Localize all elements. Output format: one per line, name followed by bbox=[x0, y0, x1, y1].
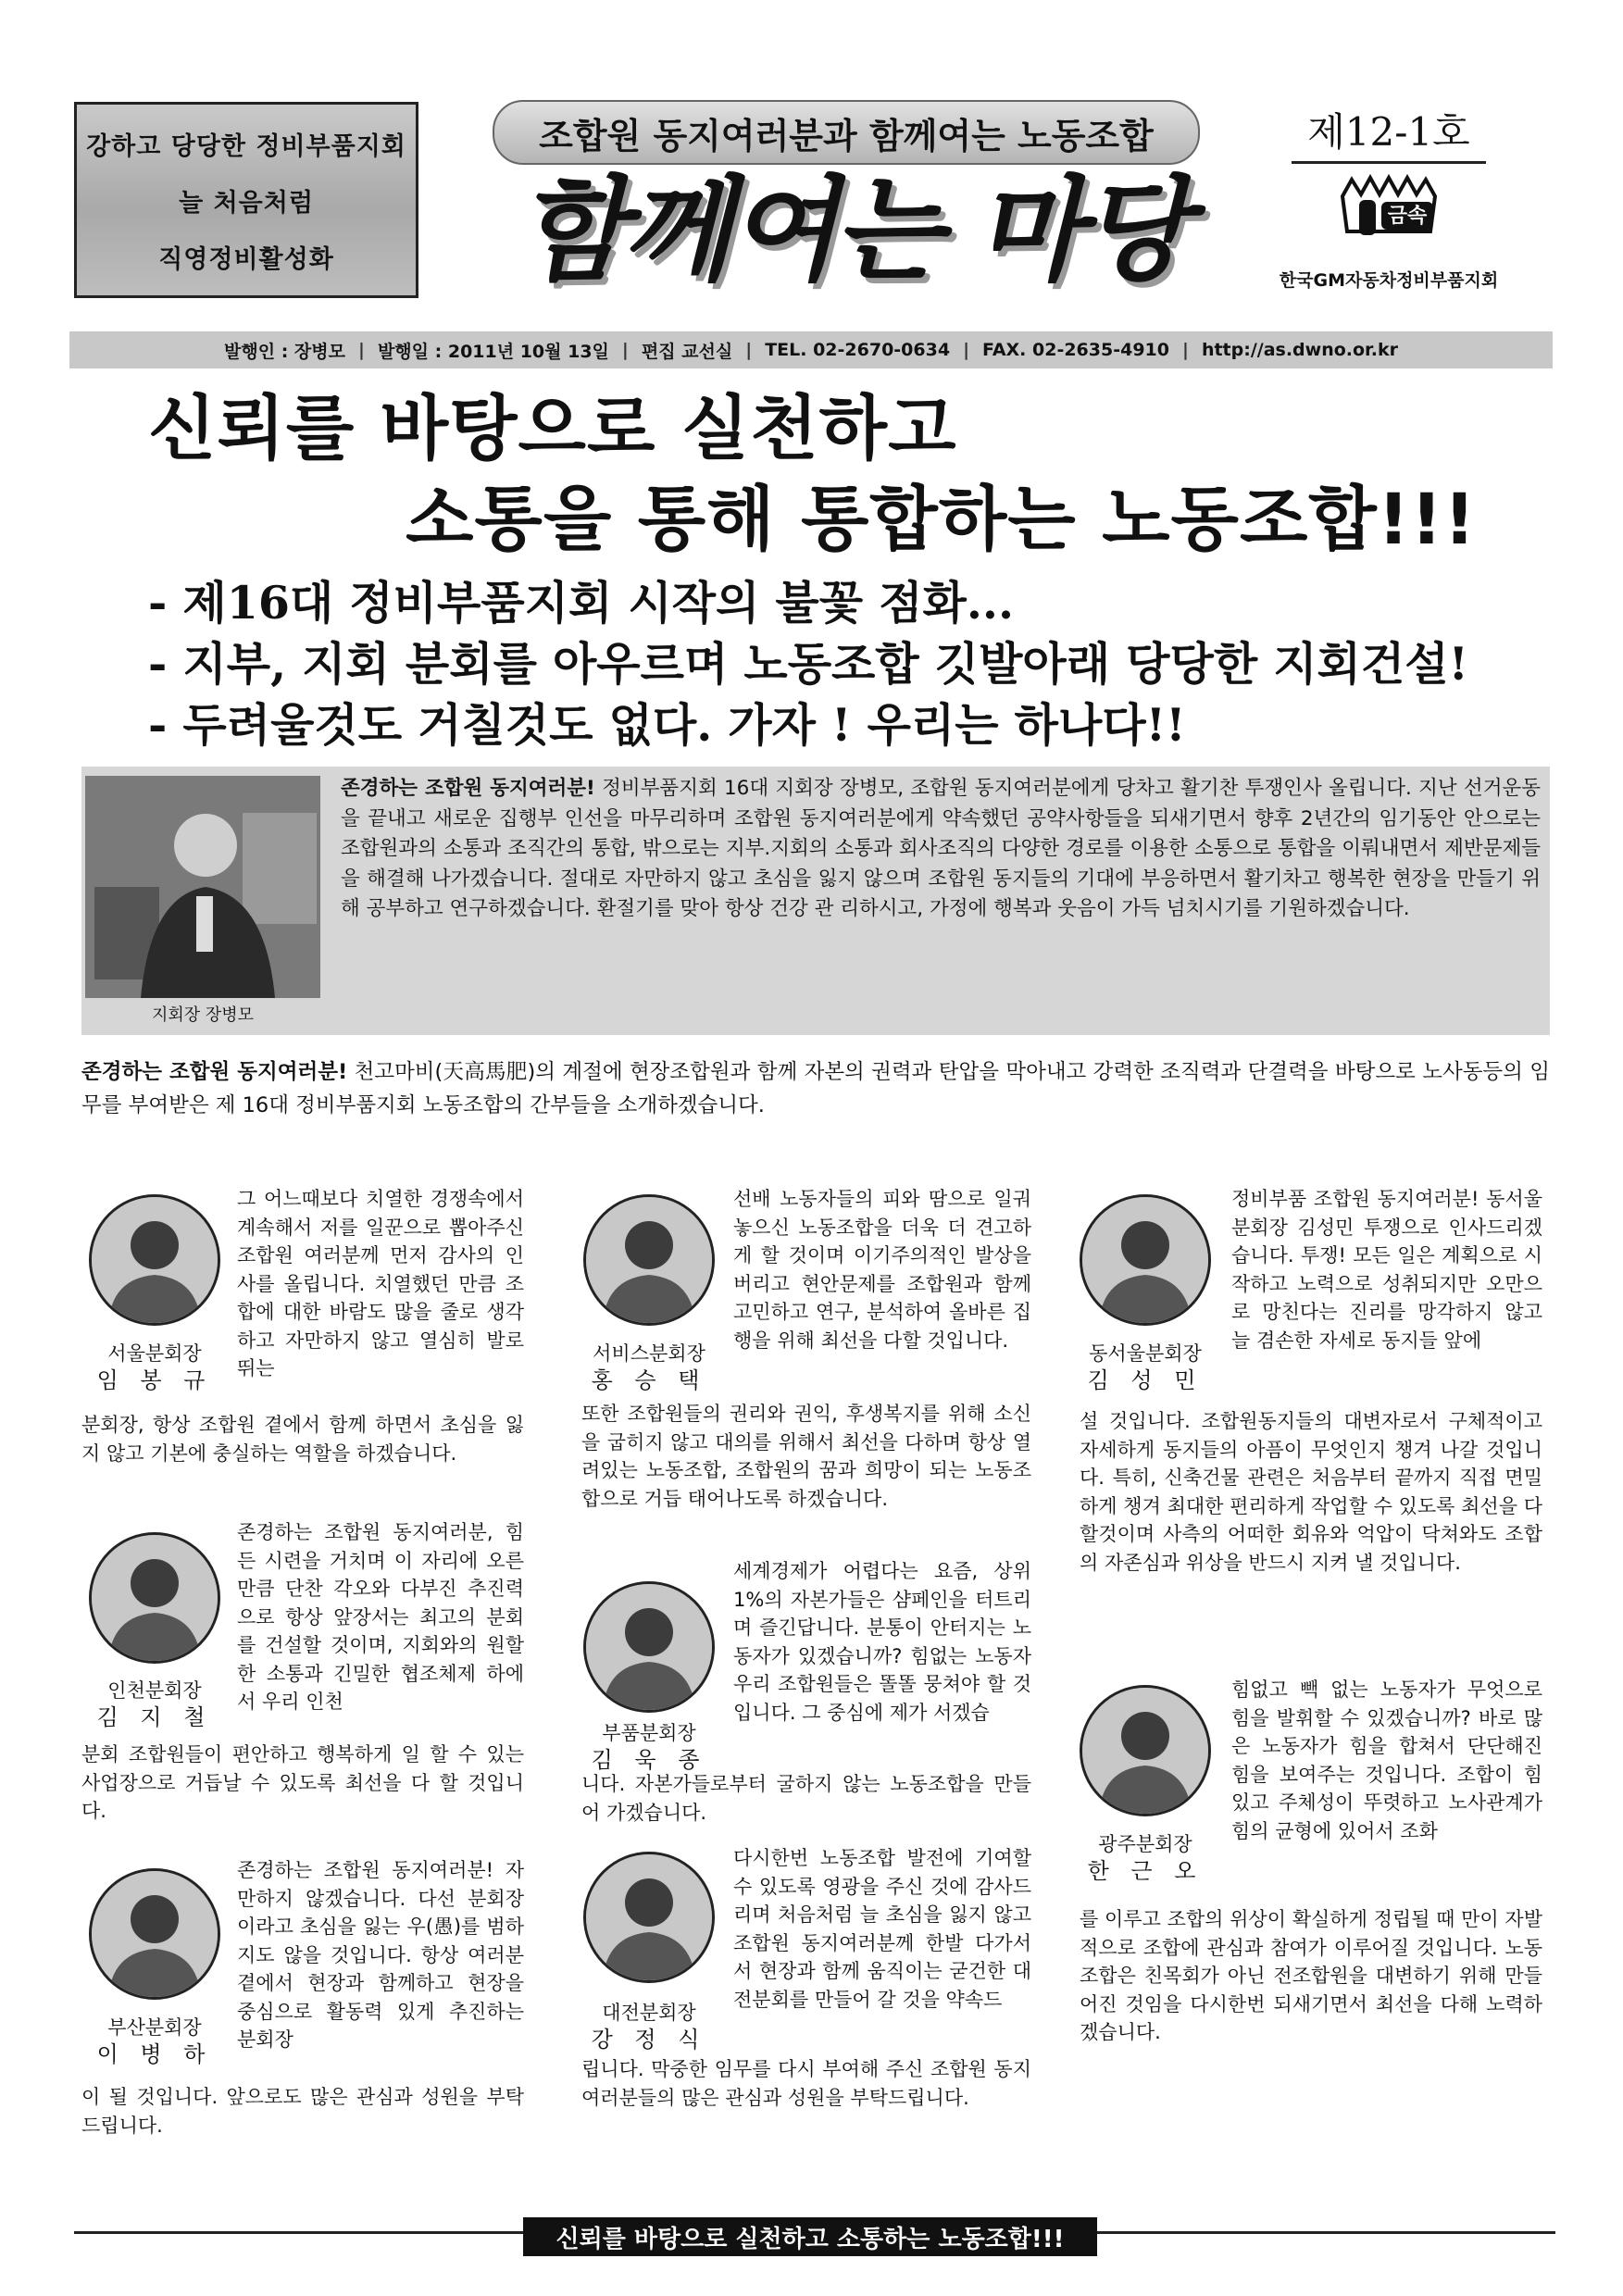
leader-text-cont: 를 이루고 조합의 위상이 확실하게 정립될 때 만이 자발적으로 조합에 관심과 참여가 이루어질 것입니다. 노동조합은 친목회가 아닌 전조합원을 대변하기 위해 만들어진 것임을 다시한번 되새기면서 최선을 다해 노력하겠습니다. bbox=[1080, 1908, 1542, 2043]
tel: TEL. 02-2670-0634 bbox=[765, 340, 951, 360]
leader-text-cont: 또한 조합원들의 권리와 권익, 후생복지를 위해 소신을 굽히지 않고 대의를 위해서 최선을 다하며 항상 열려있는 노동조합, 조합원의 꿈과 희망이 되는 노동조합으로 거듭 태어나도록 하겠습니다. bbox=[581, 1403, 1031, 1510]
president-caption: 지회장 장병모 bbox=[151, 1005, 255, 1025]
intro-lead: 존경하는 조합원 동지여러분! bbox=[341, 777, 595, 800]
leader-name: 김 지 철 bbox=[96, 1704, 213, 1730]
leader-text: 정비부품 조합원 동지여러분! 동서울분회장 김성민 투쟁으로 인사드리겠습니다. 투쟁! 모든 일은 계획으로 시작하고 노력으로 성취되지만 오만으로 망친다는 진리를 망각하지 않고 늘 겸손한 자세로 동지들 앞에 bbox=[1231, 1188, 1542, 1352]
leader-role: 부품분회장 bbox=[602, 1722, 696, 1744]
subheadline-2: - 지부, 지회 분회를 아우르며 노동조합 깃발아래 당당한 지회건설! bbox=[148, 637, 1469, 691]
leader-role: 서비스분회장 bbox=[593, 1342, 705, 1365]
leader-text: 그 어느때보다 치열한 경쟁속에서 계속해서 저를 일꾼으로 뽑아주신 조합원 여러분께 먼저 감사의 인사를 올립니다. 치열했던 만큼 조합에 대한 바람도 많을 줄로 생각하고 자만하지 않고 열심히 발로 뛰는 bbox=[237, 1188, 524, 1379]
masthead-title: 함께여는 마당 bbox=[518, 165, 1186, 296]
motto-line-2: 늘 처음처럼 bbox=[179, 188, 314, 218]
publication-info-bar: 발행인 : 장병모 | 발행일 : 2011년 10월 13일 | 편집 교선실 | TEL. 02-2670-0634 | FAX. 02-2635-4910 | http://as.dwno.or.kr bbox=[69, 331, 1553, 368]
motto-box bbox=[74, 102, 418, 298]
leader-text: 세계경제가 어렵다는 요즘, 상위 1%의 자본가들은 샴페인을 터트리며 즐긴답니다. 분통이 안터지는 노동자가 있겠습니까? 힘없는 노동자 우리 조합원들은 똘똘 뭉쳐야 할 것입니다. 그 중심에 제가 서겠습 bbox=[733, 1560, 1031, 1724]
motto-line-1: 강하고 당당한 정비부품지회 bbox=[86, 131, 406, 161]
leader-name: 김 성 민 bbox=[1087, 1367, 1204, 1393]
leader-role: 동서울분회장 bbox=[1089, 1342, 1202, 1365]
union-logo-icon bbox=[1333, 159, 1444, 252]
headline-line-1: 신뢰를 바탕으로 실천하고 bbox=[148, 387, 957, 469]
avatar bbox=[583, 1852, 715, 1983]
motto-line-3: 직영정비활성화 bbox=[158, 244, 334, 274]
leader-text-cont: 설 것입니다. 조합원동지들의 대변자로서 구체적이고 자세하게 동지들의 아픔이 무엇인지 챙겨 나갈 것입니다. 특히, 신축건물 관련은 처음부터 끝까지 직접 면밀하게 챙겨 최대한 편리하게 작업할 수 있도록 최선을 다할것이며 사측의 어떠한 회유와 억압이 닥쳐와도 조합의 자존심과 위상을 반드시 지켜 낼 것입니다. bbox=[1080, 1410, 1542, 1574]
leader-role: 대전분회장 bbox=[602, 2002, 696, 2024]
organization-name: 한국GM자동차정비부품지회 bbox=[1279, 270, 1499, 291]
avatar bbox=[1080, 1194, 1211, 1326]
greeting-body: 천고마비(天高馬肥)의 계절에 현장조합원과 함께 자본의 권력과 탄압을 막아내고 강력한 조직력과 단결력을 바탕으로 노사동등의 임무를 부여받은 제 16대 정비부품지회 노동조합의 간부들을 소개하겠습니다. bbox=[81, 1060, 1551, 1117]
leader-text: 존경하는 조합원 동지여러분, 힘든 시련을 거치며 이 자리에 오른 만큼 단찬 각오와 다부진 추진력으로 항상 앞장서는 최고의 분회를 건설할 것이며, 지회와의 원할한 소통과 긴밀한 협조체제 하에서 우리 인천 bbox=[237, 1521, 524, 1713]
leader-name: 이 병 하 bbox=[96, 2041, 213, 2067]
greeting-paragraph bbox=[81, 1055, 1550, 1122]
leader-role: 부산분회장 bbox=[107, 2016, 202, 2039]
leader-name: 임 봉 규 bbox=[96, 1367, 213, 1393]
leader-text: 힘없고 빽 없는 노동자가 무엇으로 힘을 발휘할 수 있겠습니까? 바로 많은 노동자가 힘을 합쳐서 단단해진 힘을 보여주는 것입니다. 조합이 힘 있고 주체성이 뚜렷하고 노사관계가 힘의 균형에 있어서 조화 bbox=[1231, 1678, 1542, 1842]
leader-role: 서울분회장 bbox=[107, 1342, 202, 1365]
editor: 편집 교선실 bbox=[641, 341, 733, 362]
publish-date: 발행일 : 2011년 10월 13일 bbox=[377, 341, 609, 362]
avatar bbox=[1080, 1685, 1211, 1816]
leader-text-cont: 분회장, 항상 조합원 곁에서 함께 하면서 초심을 잃지 않고 기본에 충실하는 역할을 하겠습니다. bbox=[81, 1414, 524, 1465]
leader-text-cont: 이 될 것입니다. 앞으로도 많은 관심과 성원을 부탁드립니다. bbox=[81, 2086, 524, 2137]
leader-name: 강 정 식 bbox=[591, 2027, 707, 2053]
leader-text-cont: 립니다. 막중한 임무를 다시 부여해 주신 조합원 동지여러분들의 많은 관심과 성원을 부탁드립니다. bbox=[581, 2058, 1031, 2109]
leader-text-cont: 니다. 자본가들로부터 굴하지 않는 노동조합을 만들어 가겠습니다. bbox=[581, 1773, 1031, 1824]
president-photo bbox=[85, 776, 320, 998]
leader-role: 인천분회장 bbox=[107, 1679, 202, 1702]
avatar bbox=[583, 1194, 715, 1326]
website-link[interactable]: http://as.dwno.or.kr bbox=[1201, 340, 1398, 360]
intro-text bbox=[341, 774, 1541, 925]
subheadline-3: - 두려울것도 거칠것도 없다. 가자 ! 우리는 하나다!! bbox=[148, 698, 1186, 752]
leader-role: 광주분회장 bbox=[1098, 1833, 1192, 1855]
intro-body: 정비부품지회 16대 지회장 장병모, 조합원 동지여러분에게 당차고 활기찬 투쟁인사 올립니다. 지난 선거운동을 끝내고 새로운 집행부 인선을 마무리하며 조합원 동지여러분에게 약속했던 공약사항들을 되새기면서 향후 2년간의 임기동안 안으로는 조합원과의 소통과 조직간의 통합, 밖으로는 지부.지회의 소통과 회사조직의 다양한 경로를 이용한 소통으로 통합을 이뤄내면서 제반문제들을 해결해 나가겠습니다. 절대로 자만하지 않고 초심을 잃지 않으며 조합원 동지들의 기대에 부응하면서 활기차고 행복한 현장을 만들기 위해 공부하고 연구하겠습니다. 환절기를 맞아 항상 건강 관 리하시고, 가정에 행복과 웃음이 가득 넘치시기를 기원하겠습니다. bbox=[341, 777, 1542, 920]
leader-name: 김 욱 종 bbox=[591, 1747, 707, 1773]
logo-text: 금속 bbox=[1387, 205, 1428, 228]
fax: FAX. 02-2635-4910 bbox=[982, 340, 1169, 360]
avatar bbox=[583, 1581, 715, 1713]
greeting-lead: 존경하는 조합원 동지여러분! bbox=[81, 1060, 348, 1084]
issue-number: 제12-1호 bbox=[1292, 102, 1486, 164]
tagline: 조합원 동지여러분과 함께여는 노동조합 bbox=[493, 100, 1200, 165]
leader-text: 존경하는 조합원 동지여러분! 자만하지 않겠습니다. 다선 분회장이라고 초심을 잃는 우(愚)를 범하지도 않을 것입니다. 항상 여러분 곁에서 현장과 함께하고 현장을 중심으로 활동력 있게 추진하는 분회장 bbox=[237, 1859, 524, 2051]
footer-slogan: 신뢰를 바탕으로 실천하고 소통하는 노동조합!!! bbox=[523, 2217, 1097, 2256]
leader-name: 홍 승 택 bbox=[591, 1367, 707, 1393]
publisher: 발행인 : 장병모 bbox=[224, 341, 345, 362]
avatar bbox=[89, 1194, 220, 1326]
subheadline-1: - 제16대 정비부품지회 시작의 불꽃 점화... bbox=[148, 576, 1015, 630]
leader-name: 한 근 오 bbox=[1087, 1858, 1204, 1884]
leader-text-cont: 분회 조합원들이 편안하고 행복하게 일 할 수 있는 사업장으로 거듭날 수 있도록 최선을 다 할 것입니다. bbox=[81, 1743, 524, 1822]
headline-line-2: 소통을 통해 통합하는 노동조합!!! bbox=[406, 478, 1477, 560]
leader-text: 선배 노동자들의 피와 땀으로 일궈 놓으신 노동조합을 더욱 더 견고하게 할 것이며 이기주의적인 발상을 버리고 현안문제를 조합원과 함께 고민하고 연구, 분석하여 올바른 집행을 위해 최선을 다할 것입니다. bbox=[733, 1188, 1031, 1352]
leader-text: 다시한번 노동조합 발전에 기여할 수 있도록 영광을 주신 것에 감사드리며 처음처럼 늘 초심을 잃지 않고 조합원 동지여러분께 한발 다가서서 현장과 함께 움직이는 굳건한 대전분회를 만들어 갈 것을 약속드 bbox=[733, 1847, 1031, 2011]
avatar bbox=[89, 1532, 220, 1664]
avatar bbox=[89, 1868, 220, 2000]
